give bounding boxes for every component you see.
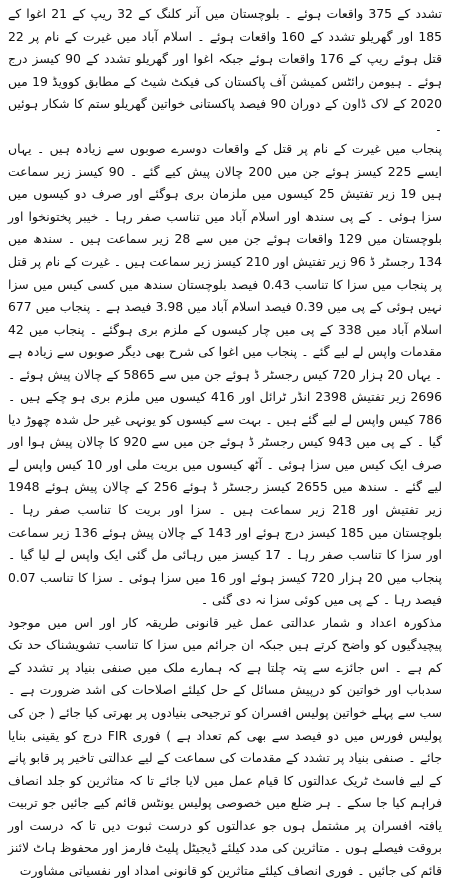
article-paragraph-recommendations: مذکورہ اعداد و شمار عدالتی عمل غیر قانونی طریقہ کار اور اس میں موجود پیچیدگیوں کو واضح کرتے ہیں جبکہ ان جرائم میں سزا کا تناسب تشویشناک حد تک کم ہے ۔ اس جائزے سے پتہ چلتا ہے کہ ہمارے ملک میں صنفی بنیاد پر تشدد کے سدباب اور خواتین کو درپیش مسائل کے حل کیلئے اصلاحات کی اشد ضرورت ہے ۔ سب سے پہلے خواتین پولیس افسران کو ترجیحی بنیادوں پر بھرتی کیا جائے ( جن کی پولیس فورس میں دو فیصد سے بھی کم تعداد ہے ) فوری FIR درج کو یقینی بنایا جائے ۔ صنفی بنیاد پر تشدد کے مقدمات کی سماعت کے لیے عدالتی تاخیر پر قابو پانے کے لیے فاسٹ ٹریک عدالتوں کا قیام عمل میں لایا جائے تا کہ متاثرین کو جلد انصاف فراہم کیا جا سکے ۔ ہر ضلع میں خصوصی پولیس یونٹس قائم کیے جائیں جو تربیت یافتہ افسران پر مشتمل ہوں جو عدالتوں کو درست ثبوت دیں تا کہ درست اور بروقت فیصلے ہوں ۔ متاثرین کی مدد کیلئے ڈیجیٹل پلیٹ فارمز اور محفوظ ہاٹ لائنز قائم کی جائیں ۔ فوری انصاف کیلئے متاثرین کو قانونی امداد اور نفسیاتی مشاورت (8, 614, 442, 878)
article-paragraph-honor-killing-cases: پنجاب میں غیرت کے نام پر قتل کے واقعات دوسرے صوبوں سے زیادہ ہیں ۔ یہاں ایسے 225 کیسز ہوئے جن میں 200 چالان پیش کیے گئے ۔ 90 کیسز زیر سماعت ہیں 19 زیر تفتیش 25 کیسوں میں ملزمان بری ہوگئے اور صرف دو کیسوں میں سزا ہوئی ۔ کے پی سندھ اور اسلام آباد میں تناسب صفر رہا ۔ خیبر پختونخوا اور بلوچستان میں 129 واقعات ہوئے جن میں سے 28 زیر سماعت ہیں ۔ سندھ میں 134 رجسٹر ڈ 96 زیر تفتیش اور 210 کیسز زیر سماعت ہیں ۔ غیرت کے نام پر قتل پر پنجاب میں سزا کا تناسب 0.43 فیصد بلوچستان سندھ میں کسی کیس میں سزا نہیں ہوئی کے پی میں 0.39 فیصد اسلام آباد میں 3.98 فیصد ہے ۔ پنجاب میں 677 اسلام آباد میں 338 کے پی میں چار کیسوں کے ملزم بری ہوگئے ۔ پنجاب میں 42 مقدمات واپس لے لیے گئے ۔ پنجاب میں اغوا کی شرح بھی دیگر صوبوں سے زیادہ ہے ۔ یہاں 20 ہزار 720 کیس رجسٹر ڈ ہوئے جن میں سے 5865 کے چالان پیش ہوئے ۔ 2696 زیر تفتیش 2398 انڈر ٹرائل اور 416 کیسوں میں ملزم بری ہو چکے ہیں ۔ 786 کیس واپس لے لیے گئے ہیں ۔ بہت سے کیسوں کو یونہی غیر حل شدہ چھوڑ دیا گیا ۔ کے پی میں 943 کیس رجسٹر ڈ ہوئے جن میں سے 920 کا چالان پیش ہوا اور صرف ایک کیس میں سزا ہوئی ۔ آٹھ کیسوں میں بریت ملی اور 10 کیس واپس لے لیے گئے ۔ سندھ میں 2655 کیسز رجسٹر ڈ ہوئے 256 کے چالان پیش ہوئے 1948 زیر تفتیش اور 218 زیر سماعت ہیں ۔ سزا اور بریت کا تناسب صفر رہا ۔ بلوچستان میں 185 کیسز درج ہوئے اور 143 کے چالان پیش ہوئے 136 زیر سماعت اور سزا کا تناسب صفر رہا ۔ 17 کیسز میں رہائی مل گئی ایک واپس لے لیا گیا ۔ پنجاب میں 20 ہزار 720 کیسز ہوئے اور 16 میں سزا ہوئی ۔ سزا کا تناسب 0.07 فیصد رہا ۔ کے پی میں کوئی سزا نہ دی گئی ۔ (7, 141, 443, 608)
article-paragraph-statistics-2020: تشدد کے 375 واقعات ہوئے ۔ بلوچستان میں آنر کلنگ کے 32 ریپ کے 21 اغوا کے 185 اور گھریلو تشدد کے 160 واقعات ہوئے ۔ اسلام آباد میں غیرت کے نام پر 22 قتل ہوئے ریپ کے 176 واقعات ہوئے جبکہ اغوا اور گھریلو تشدد کے 90 کیسز درج ہوئے ۔ ہیومن رائٹس کمیشن آف پاکستان کی فیکٹ شیٹ کے مطابق کوویڈ 19 میں 2020 کے لاک ڈاون کے دوران 90 فیصد پاکستانی خواتین گھریلو ستم کا شکار ہوئیں ۔ (8, 6, 443, 134)
article-body (7, 3, 443, 878)
